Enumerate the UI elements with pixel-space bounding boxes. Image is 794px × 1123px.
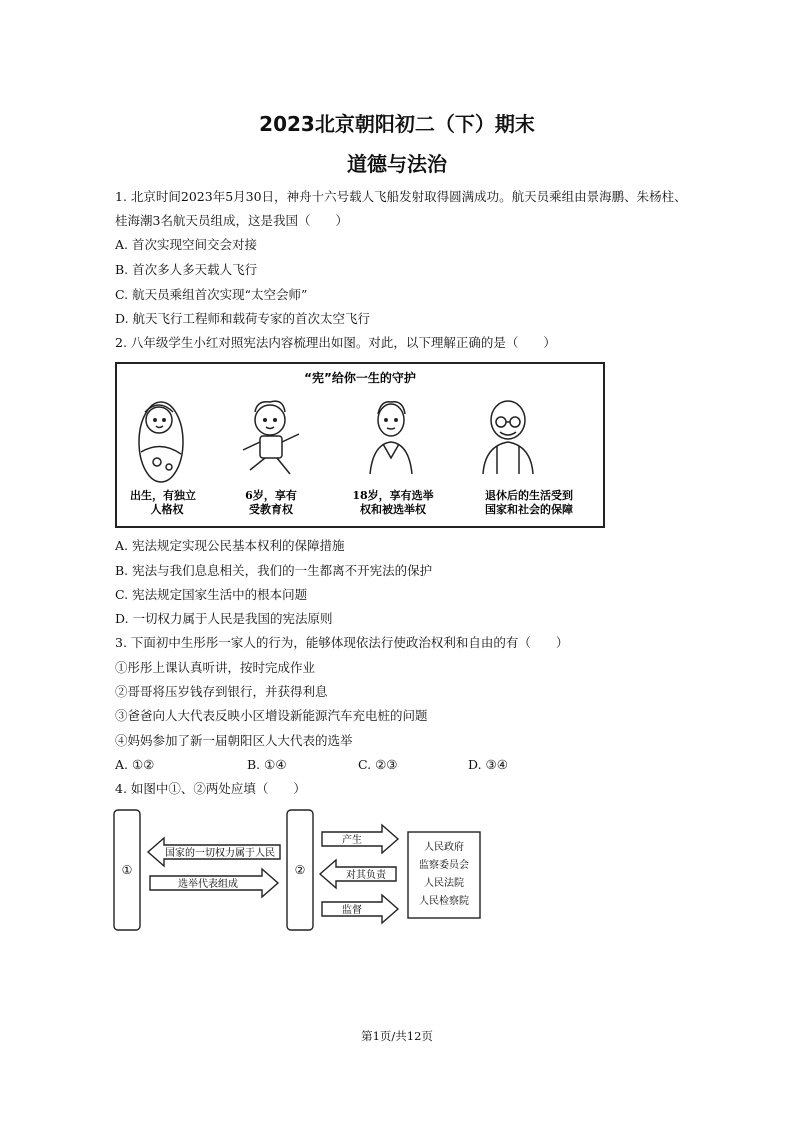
q3-option-b: B. ①④ [247, 757, 287, 772]
q1-option-b: B. 首次多人多天载人飞行 [115, 262, 258, 277]
q3-option-d: D. ③④ [468, 757, 508, 772]
caption-4-line1: 退休后的生活受到 [485, 489, 573, 502]
q1-stem-line2: 桂海潮3名航天员组成，这是我国（ ） [115, 213, 348, 228]
q3-item-4: ④妈妈参加了新一届朝阳区人大代表的选举 [115, 733, 353, 748]
q4-state-power-diagram [112, 806, 492, 934]
q1-option-a: A. 首次实现空间交会对接 [115, 237, 257, 252]
arrow-left-label: 国家的一切权力属于人民 [165, 848, 275, 859]
caption-3-line1: 18岁，享有选举 [352, 489, 434, 502]
q2-option-d: D. 一切权力属于人民是我国的宪法原则 [115, 611, 333, 626]
arrow-right-label: 选举代表组成 [178, 879, 238, 890]
q3-item-2: ②哥哥将压岁钱存到银行，并获得利息 [115, 684, 328, 699]
q2-option-a: A. 宪法规定实现公民基本权利的保障措施 [115, 538, 345, 553]
q2-option-b: B. 宪法与我们息息相关，我们的一生都离不开宪法的保护 [115, 563, 433, 578]
document-title: 2023北京朝阳初二（下）期末 [259, 112, 535, 136]
q3-item-3: ③爸爸向人大代表反映小区增设新能源汽车充电桩的问题 [115, 708, 428, 723]
box-1-label: ① [121, 863, 133, 877]
caption-1-line1: 出生，有独立 [130, 489, 196, 502]
page-footer: 第1页/共12页 [361, 1029, 433, 1043]
q1-stem-line1: 1. 北京时间2023年5月30日，神舟十六号载人飞船发射取得圆满成功。航天员乘组由景海鹏、朱杨柱、 [115, 189, 687, 204]
caption-3-line2: 权和被选举权 [360, 503, 426, 516]
document-subject: 道德与法治 [347, 152, 447, 176]
q1-option-c: C. 航天员乘组首次实现“太空会师” [115, 287, 308, 302]
organ-procuratorate: 人民检察院 [419, 896, 469, 907]
q4-stem: 4. 如图中①、②两处应填（ ） [115, 781, 306, 796]
caption-1-line2: 人格权 [150, 503, 184, 516]
organ-court: 人民法院 [424, 878, 464, 889]
organ-supervision: 监察委员会 [419, 860, 469, 871]
q1-option-d: D. 航天飞行工程师和载荷专家的首次太空飞行 [115, 311, 371, 326]
q3-stem: 3. 下面初中生彤彤一家人的行为，能够体现依法行使政治权利和自由的有（ ） [115, 635, 569, 650]
organ-government: 人民政府 [424, 842, 464, 853]
caption-2-line2: 受教育权 [249, 503, 293, 516]
responsible-label: 对其负责 [346, 870, 386, 881]
produce-label: 产生 [342, 835, 362, 846]
q3-option-c: C. ②③ [358, 757, 398, 772]
q2-figure-heading: “宪”给你一生的守护 [304, 371, 416, 385]
caption-4-line2: 国家和社会的保障 [485, 503, 573, 516]
q2-option-c: C. 宪法规定国家生活中的根本问题 [115, 587, 308, 602]
q2-constitution-figure [115, 362, 605, 528]
q3-option-a: A. ①② [115, 757, 155, 772]
q3-item-1: ①彤彤上课认真听讲，按时完成作业 [115, 660, 316, 675]
box-2-label: ② [294, 863, 306, 877]
supervise-label: 监督 [342, 905, 362, 916]
q2-stem: 2. 八年级学生小红对照宪法内容梳理出如图。对此，以下理解正确的是（ ） [115, 335, 556, 350]
caption-2-line1: 6岁，享有 [245, 489, 297, 502]
